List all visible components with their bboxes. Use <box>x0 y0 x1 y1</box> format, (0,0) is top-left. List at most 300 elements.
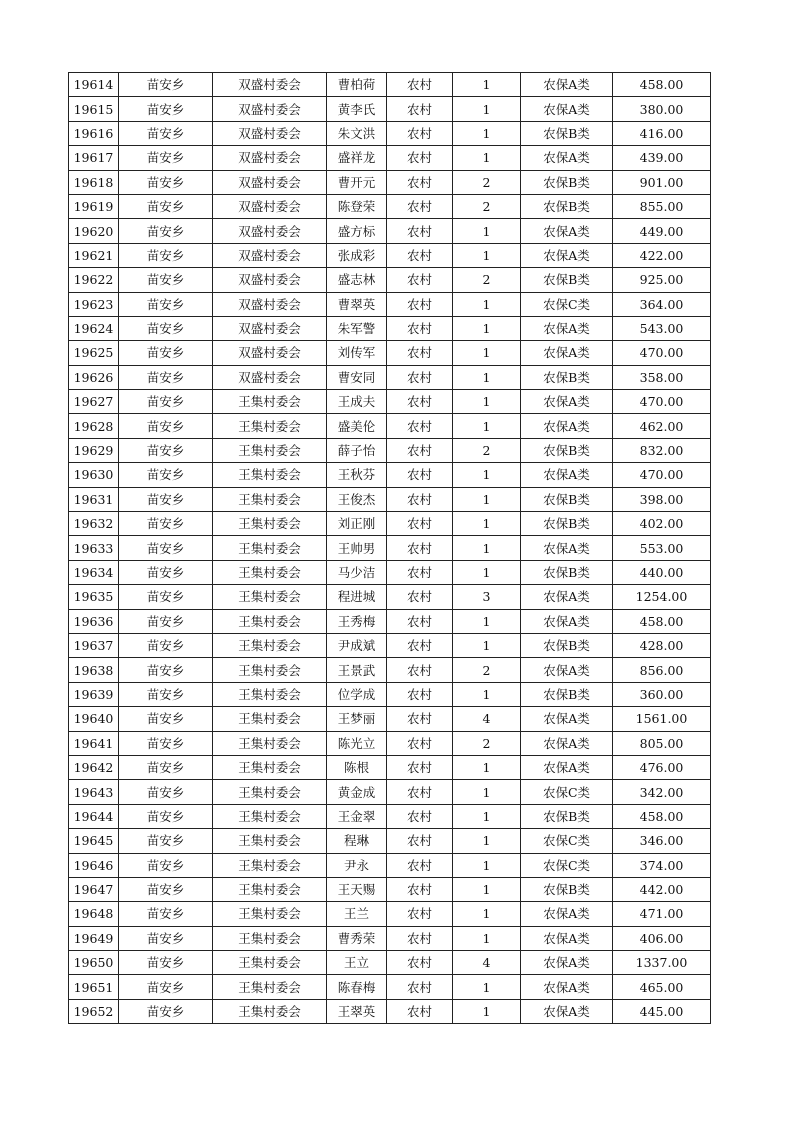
cell-persons: 1 <box>453 341 521 365</box>
cell-category: 农保C类 <box>521 292 613 316</box>
table-row <box>69 487 711 511</box>
cell-persons: 1 <box>453 243 521 267</box>
cell-category: 农保A类 <box>521 926 613 950</box>
cell-id: 19648 <box>69 902 119 926</box>
cell-id: 19616 <box>69 121 119 145</box>
cell-category: 农保C类 <box>521 829 613 853</box>
cell-category: 农保A类 <box>521 536 613 560</box>
cell-name: 陈光立 <box>327 731 387 755</box>
cell-household-type: 农村 <box>387 829 453 853</box>
cell-township: 苗安乡 <box>119 170 213 194</box>
table-row <box>69 243 711 267</box>
cell-amount: 342.00 <box>613 780 711 804</box>
cell-persons: 1 <box>453 804 521 828</box>
cell-category: 农保B类 <box>521 487 613 511</box>
cell-village-committee: 王集村委会 <box>213 512 327 536</box>
cell-id: 19620 <box>69 219 119 243</box>
cell-id: 19651 <box>69 975 119 999</box>
cell-name: 王景武 <box>327 658 387 682</box>
cell-id: 19614 <box>69 73 119 97</box>
cell-category: 农保B类 <box>521 121 613 145</box>
cell-id: 19652 <box>69 999 119 1023</box>
cell-id: 19636 <box>69 609 119 633</box>
cell-village-committee: 王集村委会 <box>213 926 327 950</box>
table-row <box>69 97 711 121</box>
cell-household-type: 农村 <box>387 755 453 779</box>
cell-category: 农保A类 <box>521 707 613 731</box>
cell-household-type: 农村 <box>387 219 453 243</box>
cell-amount: 465.00 <box>613 975 711 999</box>
cell-village-committee: 王集村委会 <box>213 463 327 487</box>
table-row <box>69 341 711 365</box>
table-row <box>69 365 711 389</box>
cell-id: 19634 <box>69 560 119 584</box>
cell-persons: 1 <box>453 877 521 901</box>
cell-name: 王秀梅 <box>327 609 387 633</box>
cell-category: 农保A类 <box>521 414 613 438</box>
cell-id: 19625 <box>69 341 119 365</box>
cell-category: 农保A类 <box>521 219 613 243</box>
cell-name: 曹柏荷 <box>327 73 387 97</box>
table-row <box>69 658 711 682</box>
cell-persons: 2 <box>453 438 521 462</box>
cell-amount: 476.00 <box>613 755 711 779</box>
cell-household-type: 农村 <box>387 560 453 584</box>
table-row <box>69 292 711 316</box>
cell-household-type: 农村 <box>387 609 453 633</box>
cell-persons: 1 <box>453 365 521 389</box>
table-row <box>69 390 711 414</box>
table-row <box>69 170 711 194</box>
cell-category: 农保A类 <box>521 731 613 755</box>
cell-household-type: 农村 <box>387 170 453 194</box>
cell-village-committee: 王集村委会 <box>213 658 327 682</box>
cell-household-type: 农村 <box>387 585 453 609</box>
cell-persons: 4 <box>453 951 521 975</box>
cell-household-type: 农村 <box>387 512 453 536</box>
cell-persons: 1 <box>453 463 521 487</box>
cell-id: 19644 <box>69 804 119 828</box>
cell-village-committee: 王集村委会 <box>213 390 327 414</box>
cell-village-committee: 王集村委会 <box>213 585 327 609</box>
cell-household-type: 农村 <box>387 194 453 218</box>
cell-amount: 471.00 <box>613 902 711 926</box>
cell-amount: 402.00 <box>613 512 711 536</box>
table-row <box>69 121 711 145</box>
cell-village-committee: 王集村委会 <box>213 682 327 706</box>
table-row <box>69 633 711 657</box>
cell-name: 尹永 <box>327 853 387 877</box>
cell-id: 19623 <box>69 292 119 316</box>
cell-id: 19624 <box>69 316 119 340</box>
cell-village-committee: 双盛村委会 <box>213 73 327 97</box>
cell-persons: 1 <box>453 292 521 316</box>
table-row <box>69 73 711 97</box>
cell-category: 农保B类 <box>521 170 613 194</box>
cell-category: 农保A类 <box>521 463 613 487</box>
cell-persons: 1 <box>453 755 521 779</box>
cell-name: 王秋芬 <box>327 463 387 487</box>
cell-name: 盛方标 <box>327 219 387 243</box>
cell-village-committee: 王集村委会 <box>213 780 327 804</box>
cell-amount: 1561.00 <box>613 707 711 731</box>
cell-township: 苗安乡 <box>119 243 213 267</box>
cell-household-type: 农村 <box>387 243 453 267</box>
table-row <box>69 560 711 584</box>
cell-category: 农保B类 <box>521 365 613 389</box>
cell-village-committee: 双盛村委会 <box>213 268 327 292</box>
cell-persons: 1 <box>453 487 521 511</box>
cell-amount: 832.00 <box>613 438 711 462</box>
cell-amount: 553.00 <box>613 536 711 560</box>
cell-household-type: 农村 <box>387 682 453 706</box>
table-row <box>69 877 711 901</box>
cell-village-committee: 双盛村委会 <box>213 243 327 267</box>
cell-id: 19638 <box>69 658 119 682</box>
cell-persons: 1 <box>453 97 521 121</box>
cell-household-type: 农村 <box>387 780 453 804</box>
cell-township: 苗安乡 <box>119 438 213 462</box>
cell-household-type: 农村 <box>387 707 453 731</box>
cell-name: 王兰 <box>327 902 387 926</box>
cell-household-type: 农村 <box>387 999 453 1023</box>
cell-category: 农保A类 <box>521 316 613 340</box>
cell-category: 农保B类 <box>521 560 613 584</box>
data-table <box>68 72 711 1024</box>
cell-name: 朱军警 <box>327 316 387 340</box>
table-row <box>69 609 711 633</box>
cell-name: 尹成斌 <box>327 633 387 657</box>
cell-household-type: 农村 <box>387 268 453 292</box>
table-row <box>69 438 711 462</box>
cell-household-type: 农村 <box>387 97 453 121</box>
cell-household-type: 农村 <box>387 633 453 657</box>
cell-household-type: 农村 <box>387 731 453 755</box>
cell-amount: 440.00 <box>613 560 711 584</box>
cell-household-type: 农村 <box>387 804 453 828</box>
cell-name: 王翠英 <box>327 999 387 1023</box>
cell-name: 王立 <box>327 951 387 975</box>
cell-persons: 1 <box>453 902 521 926</box>
cell-amount: 458.00 <box>613 73 711 97</box>
cell-persons: 1 <box>453 316 521 340</box>
cell-category: 农保B类 <box>521 633 613 657</box>
cell-household-type: 农村 <box>387 121 453 145</box>
cell-amount: 470.00 <box>613 341 711 365</box>
cell-household-type: 农村 <box>387 975 453 999</box>
cell-amount: 458.00 <box>613 804 711 828</box>
cell-category: 农保A类 <box>521 755 613 779</box>
cell-persons: 2 <box>453 194 521 218</box>
cell-village-committee: 双盛村委会 <box>213 170 327 194</box>
cell-amount: 805.00 <box>613 731 711 755</box>
cell-id: 19626 <box>69 365 119 389</box>
cell-township: 苗安乡 <box>119 365 213 389</box>
cell-category: 农保A类 <box>521 609 613 633</box>
cell-amount: 901.00 <box>613 170 711 194</box>
cell-name: 曹翠英 <box>327 292 387 316</box>
cell-persons: 2 <box>453 170 521 194</box>
cell-village-committee: 王集村委会 <box>213 829 327 853</box>
cell-category: 农保A类 <box>521 658 613 682</box>
cell-township: 苗安乡 <box>119 316 213 340</box>
cell-category: 农保B类 <box>521 268 613 292</box>
cell-name: 王金翠 <box>327 804 387 828</box>
cell-village-committee: 王集村委会 <box>213 755 327 779</box>
cell-amount: 442.00 <box>613 877 711 901</box>
cell-amount: 445.00 <box>613 999 711 1023</box>
cell-id: 19637 <box>69 633 119 657</box>
cell-persons: 1 <box>453 829 521 853</box>
cell-persons: 1 <box>453 682 521 706</box>
cell-household-type: 农村 <box>387 438 453 462</box>
cell-category: 农保B类 <box>521 512 613 536</box>
cell-id: 19646 <box>69 853 119 877</box>
cell-township: 苗安乡 <box>119 268 213 292</box>
cell-persons: 1 <box>453 536 521 560</box>
cell-village-committee: 王集村委会 <box>213 633 327 657</box>
cell-id: 19650 <box>69 951 119 975</box>
cell-township: 苗安乡 <box>119 292 213 316</box>
table-row <box>69 707 711 731</box>
cell-persons: 1 <box>453 73 521 97</box>
cell-village-committee: 王集村委会 <box>213 853 327 877</box>
cell-amount: 416.00 <box>613 121 711 145</box>
cell-id: 19640 <box>69 707 119 731</box>
cell-amount: 855.00 <box>613 194 711 218</box>
cell-household-type: 农村 <box>387 463 453 487</box>
cell-id: 19643 <box>69 780 119 804</box>
cell-persons: 1 <box>453 414 521 438</box>
cell-persons: 1 <box>453 633 521 657</box>
cell-village-committee: 王集村委会 <box>213 707 327 731</box>
cell-township: 苗安乡 <box>119 707 213 731</box>
cell-name: 曹秀荣 <box>327 926 387 950</box>
table-row <box>69 268 711 292</box>
cell-category: 农保B类 <box>521 877 613 901</box>
cell-name: 陈春梅 <box>327 975 387 999</box>
cell-township: 苗安乡 <box>119 341 213 365</box>
cell-township: 苗安乡 <box>119 902 213 926</box>
cell-name: 马少洁 <box>327 560 387 584</box>
cell-persons: 1 <box>453 146 521 170</box>
table-row <box>69 536 711 560</box>
cell-persons: 1 <box>453 390 521 414</box>
cell-township: 苗安乡 <box>119 219 213 243</box>
cell-amount: 422.00 <box>613 243 711 267</box>
cell-id: 19632 <box>69 512 119 536</box>
cell-village-committee: 王集村委会 <box>213 804 327 828</box>
cell-township: 苗安乡 <box>119 780 213 804</box>
cell-township: 苗安乡 <box>119 73 213 97</box>
cell-category: 农保B类 <box>521 804 613 828</box>
table-row <box>69 975 711 999</box>
cell-household-type: 农村 <box>387 316 453 340</box>
cell-household-type: 农村 <box>387 146 453 170</box>
cell-township: 苗安乡 <box>119 755 213 779</box>
cell-name: 黄金成 <box>327 780 387 804</box>
cell-village-committee: 双盛村委会 <box>213 316 327 340</box>
cell-household-type: 农村 <box>387 390 453 414</box>
table-row <box>69 755 711 779</box>
cell-amount: 856.00 <box>613 658 711 682</box>
cell-persons: 4 <box>453 707 521 731</box>
cell-persons: 1 <box>453 219 521 243</box>
cell-township: 苗安乡 <box>119 658 213 682</box>
cell-village-committee: 王集村委会 <box>213 877 327 901</box>
table-body <box>69 73 711 1024</box>
table-row <box>69 951 711 975</box>
cell-id: 19647 <box>69 877 119 901</box>
cell-category: 农保C类 <box>521 780 613 804</box>
cell-name: 盛美伦 <box>327 414 387 438</box>
cell-category: 农保A类 <box>521 243 613 267</box>
cell-household-type: 农村 <box>387 877 453 901</box>
cell-township: 苗安乡 <box>119 146 213 170</box>
cell-village-committee: 双盛村委会 <box>213 365 327 389</box>
cell-amount: 1337.00 <box>613 951 711 975</box>
cell-village-committee: 王集村委会 <box>213 414 327 438</box>
cell-amount: 449.00 <box>613 219 711 243</box>
cell-township: 苗安乡 <box>119 804 213 828</box>
cell-amount: 358.00 <box>613 365 711 389</box>
cell-id: 19621 <box>69 243 119 267</box>
cell-persons: 1 <box>453 512 521 536</box>
cell-category: 农保A类 <box>521 951 613 975</box>
cell-township: 苗安乡 <box>119 999 213 1023</box>
cell-household-type: 农村 <box>387 73 453 97</box>
cell-household-type: 农村 <box>387 536 453 560</box>
cell-persons: 1 <box>453 560 521 584</box>
cell-township: 苗安乡 <box>119 609 213 633</box>
cell-id: 19630 <box>69 463 119 487</box>
cell-township: 苗安乡 <box>119 975 213 999</box>
cell-amount: 428.00 <box>613 633 711 657</box>
cell-amount: 346.00 <box>613 829 711 853</box>
cell-category: 农保A类 <box>521 902 613 926</box>
cell-id: 19635 <box>69 585 119 609</box>
cell-household-type: 农村 <box>387 926 453 950</box>
cell-persons: 1 <box>453 975 521 999</box>
cell-name: 曹安同 <box>327 365 387 389</box>
cell-amount: 925.00 <box>613 268 711 292</box>
cell-category: 农保A类 <box>521 585 613 609</box>
cell-amount: 543.00 <box>613 316 711 340</box>
cell-category: 农保A类 <box>521 975 613 999</box>
cell-name: 刘正刚 <box>327 512 387 536</box>
cell-village-committee: 王集村委会 <box>213 609 327 633</box>
cell-id: 19633 <box>69 536 119 560</box>
cell-township: 苗安乡 <box>119 853 213 877</box>
cell-village-committee: 王集村委会 <box>213 902 327 926</box>
cell-village-committee: 王集村委会 <box>213 999 327 1023</box>
cell-name: 王俊杰 <box>327 487 387 511</box>
table-row <box>69 853 711 877</box>
cell-township: 苗安乡 <box>119 97 213 121</box>
cell-category: 农保B类 <box>521 438 613 462</box>
cell-persons: 1 <box>453 780 521 804</box>
cell-township: 苗安乡 <box>119 536 213 560</box>
cell-household-type: 农村 <box>387 341 453 365</box>
cell-household-type: 农村 <box>387 658 453 682</box>
cell-village-committee: 王集村委会 <box>213 560 327 584</box>
cell-category: 农保A类 <box>521 73 613 97</box>
cell-name: 位学成 <box>327 682 387 706</box>
table-row <box>69 512 711 536</box>
cell-amount: 439.00 <box>613 146 711 170</box>
cell-name: 盛志林 <box>327 268 387 292</box>
cell-name: 黄李氏 <box>327 97 387 121</box>
table-row <box>69 804 711 828</box>
cell-name: 王天赐 <box>327 877 387 901</box>
cell-township: 苗安乡 <box>119 512 213 536</box>
cell-id: 19628 <box>69 414 119 438</box>
cell-id: 19642 <box>69 755 119 779</box>
cell-id: 19619 <box>69 194 119 218</box>
cell-persons: 1 <box>453 926 521 950</box>
cell-household-type: 农村 <box>387 951 453 975</box>
table-row <box>69 999 711 1023</box>
cell-village-committee: 双盛村委会 <box>213 292 327 316</box>
cell-village-committee: 王集村委会 <box>213 731 327 755</box>
cell-township: 苗安乡 <box>119 121 213 145</box>
cell-persons: 1 <box>453 609 521 633</box>
cell-amount: 374.00 <box>613 853 711 877</box>
cell-category: 农保C类 <box>521 853 613 877</box>
cell-township: 苗安乡 <box>119 633 213 657</box>
table-row <box>69 731 711 755</box>
table-row <box>69 780 711 804</box>
cell-category: 农保A类 <box>521 999 613 1023</box>
cell-name: 刘传军 <box>327 341 387 365</box>
cell-township: 苗安乡 <box>119 414 213 438</box>
cell-township: 苗安乡 <box>119 487 213 511</box>
cell-id: 19615 <box>69 97 119 121</box>
cell-amount: 406.00 <box>613 926 711 950</box>
table-row <box>69 829 711 853</box>
table-row <box>69 463 711 487</box>
cell-category: 农保B类 <box>521 194 613 218</box>
table-row <box>69 146 711 170</box>
cell-name: 薛子怡 <box>327 438 387 462</box>
cell-village-committee: 双盛村委会 <box>213 146 327 170</box>
cell-amount: 398.00 <box>613 487 711 511</box>
cell-household-type: 农村 <box>387 487 453 511</box>
table-row <box>69 585 711 609</box>
table-row <box>69 194 711 218</box>
cell-amount: 360.00 <box>613 682 711 706</box>
cell-amount: 470.00 <box>613 463 711 487</box>
cell-category: 农保B类 <box>521 682 613 706</box>
cell-id: 19629 <box>69 438 119 462</box>
cell-township: 苗安乡 <box>119 390 213 414</box>
cell-township: 苗安乡 <box>119 829 213 853</box>
cell-household-type: 农村 <box>387 853 453 877</box>
cell-village-committee: 双盛村委会 <box>213 194 327 218</box>
cell-village-committee: 双盛村委会 <box>213 219 327 243</box>
cell-persons: 1 <box>453 999 521 1023</box>
cell-village-committee: 王集村委会 <box>213 975 327 999</box>
cell-id: 19645 <box>69 829 119 853</box>
cell-persons: 1 <box>453 853 521 877</box>
cell-village-committee: 王集村委会 <box>213 951 327 975</box>
cell-amount: 1254.00 <box>613 585 711 609</box>
cell-township: 苗安乡 <box>119 926 213 950</box>
cell-category: 农保A类 <box>521 341 613 365</box>
cell-village-committee: 王集村委会 <box>213 536 327 560</box>
table-row <box>69 682 711 706</box>
cell-township: 苗安乡 <box>119 682 213 706</box>
